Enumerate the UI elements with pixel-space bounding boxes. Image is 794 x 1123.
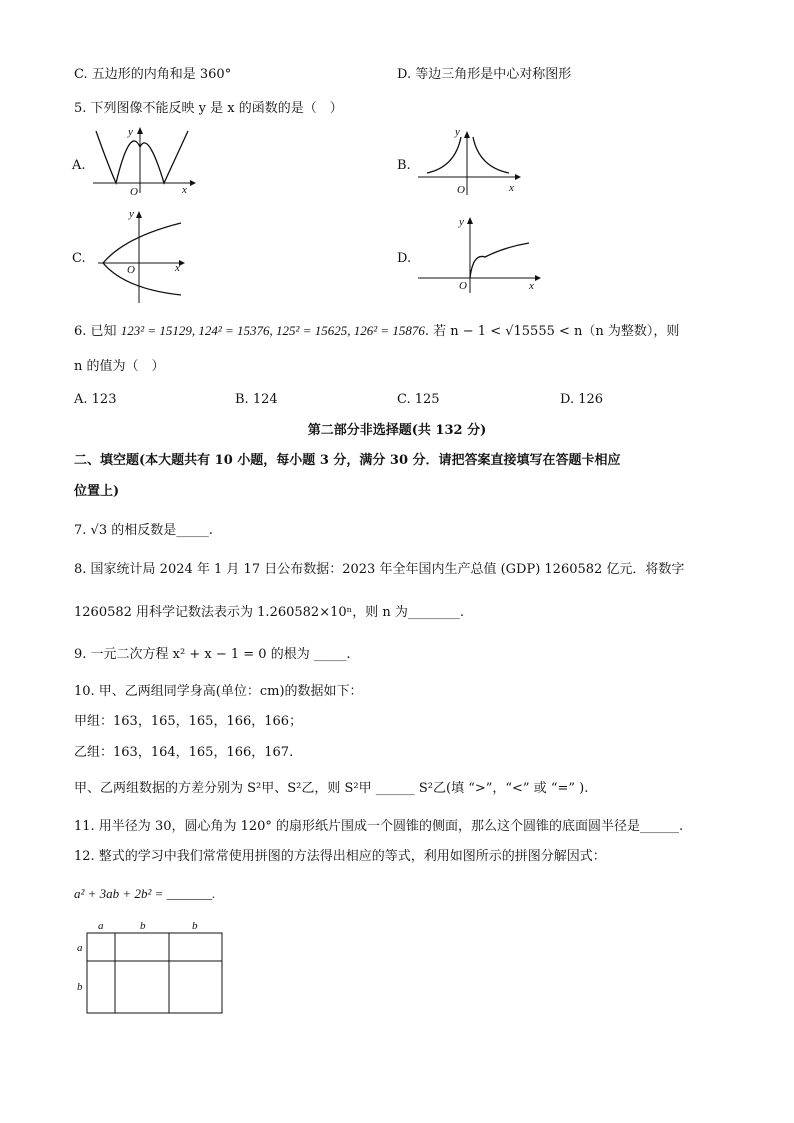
q10-compare: 甲、乙两组数据的方差分别为 S²甲、S²乙，则 S²甲 ______ S²乙(填 “>”，“<” 或 “=” ). <box>74 781 589 796</box>
graph-a-origin: O <box>130 186 138 198</box>
graph-b-left-branch <box>427 137 461 173</box>
graph-c-x-label: x <box>175 262 180 274</box>
q10-group-a: 甲组：163，165，165，166，166； <box>74 714 303 729</box>
q9-text: 9. 一元二次方程 x² + x − 1 = 0 的根为 _____. <box>74 647 351 662</box>
q12-stem: 12. 整式的学习中我们常常使用拼图的方法得出相应的等式，利用如图所示的拼图分解因式： <box>74 849 606 864</box>
graph-b <box>415 125 525 197</box>
graph-d-curve <box>470 243 529 278</box>
q12-fig-top-a: a <box>98 920 104 932</box>
graph-a-y-label: y <box>128 126 133 138</box>
graph-c-origin: O <box>127 264 135 276</box>
part2-title: 第二部分非选择题(共 132 分) <box>307 423 487 438</box>
q12-expr: a² + 3ab + 2b² = _______. <box>74 886 216 901</box>
q4-option-d: D. 等边三角形是中心对称图形 <box>397 67 572 82</box>
graph-b-x-label: x <box>509 182 514 194</box>
q12-figure <box>72 918 232 1018</box>
q4-option-c: C. 五边形的内角和是 360° <box>74 67 232 82</box>
graph-b-origin: O <box>457 184 465 196</box>
q5-label-b: B. <box>397 158 411 173</box>
q6-facts: 123² = 15129, 124² = 15376, 125² = 15625, 126² = 15876 <box>120 323 425 338</box>
q12-fig-top-b2: b <box>192 920 198 932</box>
q10-stem: 10. 甲、乙两组同学身高(单位：cm)的数据如下： <box>74 684 363 699</box>
q12-fig-left-a: a <box>77 942 83 954</box>
q6-stem-line2: n 的值为（ ） <box>74 359 165 374</box>
q6-option-a: A. 123 <box>74 392 117 407</box>
q5-stem: 5. 下列图像不能反映 y 是 x 的函数的是（ ） <box>74 101 343 116</box>
graph-d-y-label: y <box>459 216 464 228</box>
graph-d <box>415 213 545 298</box>
section2-heading-line2: 位置上) <box>74 484 120 499</box>
graph-c <box>95 207 195 307</box>
graph-b-right-branch <box>473 137 509 173</box>
q5-label-a: A. <box>72 158 86 173</box>
graph-a-curve <box>96 131 188 183</box>
q11-text: 11. 用半径为 30，圆心角为 120° 的扇形纸片围成一个圆锥的侧面，那么这个圆锥的底面圆半径是______. <box>74 819 684 834</box>
q6-condition: . 若 n − 1 < √15555 < n（n 为整数），则 <box>424 324 680 339</box>
q7-text: 7. √3 的相反数是_____. <box>74 523 213 538</box>
q6-stem: 6. 已知 123² = 15129, 124² = 15376, 125² = 15625, 126² = 15876. 若 n − 1 < √15555 < n（n 为整数），则 <box>74 323 680 339</box>
graph-a <box>90 125 200 198</box>
q12-fig-left-b: b <box>77 981 83 993</box>
q6-option-d: D. 126 <box>560 392 604 407</box>
q12-fig-top-b1: b <box>140 920 146 932</box>
q8-line2: 1260582 用科学记数法表示为 1.260582×10ⁿ，则 n 为________. <box>74 605 465 620</box>
graph-d-origin: O <box>459 280 467 292</box>
q5-label-c: C. <box>72 251 86 266</box>
graph-b-y-label: y <box>455 126 460 138</box>
q6-option-c: C. 125 <box>397 392 440 407</box>
q12-figure-outline <box>87 933 222 1013</box>
section2-heading-line1: 二、填空题(本大题共有 10 小题，每小题 3 分，满分 30 分．请把答案直接填写在答题卡相应 <box>74 453 621 468</box>
graph-a-x-label: x <box>182 184 187 196</box>
q5-label-d: D. <box>397 251 412 266</box>
q6-option-b: B. 124 <box>235 392 278 407</box>
q10-group-b: 乙组：163，164，165，166，167. <box>74 745 294 760</box>
graph-d-x-label: x <box>529 280 534 292</box>
graph-c-y-label: y <box>129 208 134 220</box>
graph-c-curve <box>103 223 181 295</box>
q8-line1: 8. 国家统计局 2024 年 1 月 17 日公布数据：2023 年全年国内生产总值 (GDP) 1260582 亿元．将数字 <box>74 562 685 577</box>
